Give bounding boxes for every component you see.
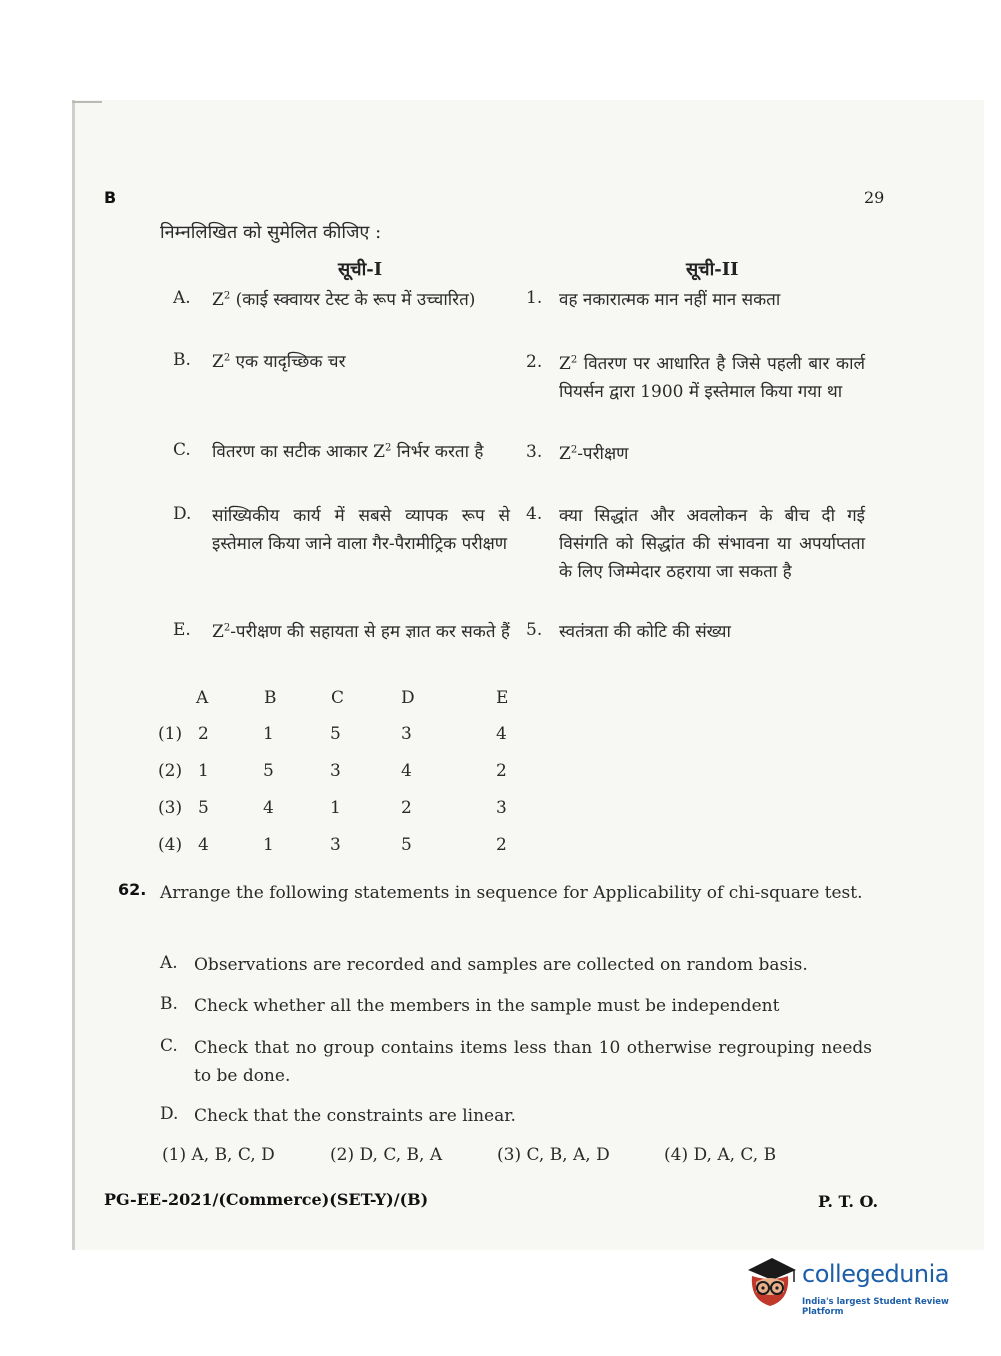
list2-item-label: 4.	[526, 504, 543, 524]
exam-code: PG-EE-2021/(Commerce)(SET-Y)/(B)	[104, 1190, 429, 1209]
option-value: 5	[198, 798, 209, 818]
option-label: (3)	[158, 798, 183, 818]
list2-item-text: क्या सिद्धांत और अवलोकन के बीच दी गई विसंगति को सिद्धांत की संभावना या अपर्याप्तता के लिए जिम्मेदार ठहराया जा सकता है	[559, 506, 865, 582]
list1-item-label: B.	[173, 350, 191, 370]
list1-item-label: C.	[173, 440, 191, 460]
list2-item-text: $Z^2$ वितरण पर आधारित है जिसे पहली बार कार्ल पियर्सन द्वारा 1900 में इस्तेमाल किया गया था	[559, 354, 865, 402]
list1-item-text: $Z^2$ एक यादृच्छिक चर	[212, 352, 346, 372]
option-value: 2	[496, 835, 507, 855]
list1-item-text: सांख्यिकीय कार्य में सबसे व्यापक रूप से इस्तेमाल किया जाने वाला गैर-पैरामीट्रिक परीक्षण	[212, 506, 510, 554]
statement-text: Observations are recorded and samples are collected on random basis.	[194, 955, 808, 975]
collegedunia-logo	[742, 1252, 972, 1318]
option-value: 1	[263, 724, 274, 744]
list2-heading: सूची-II	[686, 259, 739, 280]
pto-marker: P. T. O.	[818, 1192, 879, 1211]
list1-item-label: E.	[173, 620, 191, 640]
options-header-cell: D	[401, 688, 415, 708]
option-value: 3	[330, 835, 341, 855]
option-row[interactable]	[158, 761, 518, 787]
option-value: 5	[401, 835, 412, 855]
option-value: 2	[401, 798, 412, 818]
option-value: 3	[330, 761, 341, 781]
brand-tagline: India's largest Student Review Platform	[802, 1297, 949, 1317]
option-value: 1	[198, 761, 209, 781]
list1-item-text: $Z^2-परीक्षण$ की सहायता से हम ज्ञात कर सकते हैं	[212, 622, 510, 642]
options-header-cell: B	[264, 688, 277, 708]
page-number: 29	[864, 188, 885, 207]
list2-item-label: 2.	[526, 352, 543, 372]
question-number: 62.	[118, 880, 147, 899]
option-value: 3	[496, 798, 507, 818]
list2-item-text: $Z^2-परीक्षण$	[559, 444, 629, 464]
option-label: (1)	[158, 724, 183, 744]
statement-label: C.	[160, 1036, 178, 1056]
statement-text: Check that the constraints are linear.	[194, 1106, 516, 1126]
brand-name: collegedunia	[802, 1260, 950, 1288]
statement-text: Check whether all the members in the sample must be independent	[194, 996, 780, 1016]
option-value: 3	[401, 724, 412, 744]
option-row[interactable]	[158, 724, 518, 750]
list1-item-text: $Z^2$ (काई स्क्वायर टेस्ट के रूप में उच्चारित)	[212, 290, 476, 310]
option-value: 2	[198, 724, 209, 744]
options-header-cell: C	[331, 688, 345, 708]
statement-label: D.	[160, 1104, 179, 1124]
page-corner-mark	[72, 101, 102, 103]
options-header-cell: A	[196, 688, 209, 708]
option-value: 1	[263, 835, 274, 855]
question-text: Arrange the following statements in sequence for Applicability of chi-square test.	[160, 883, 863, 903]
list2-item-label: 3.	[526, 442, 543, 462]
option-row[interactable]	[158, 798, 518, 824]
mascot-icon	[742, 1252, 798, 1314]
statement-text: Check that no group contains items less than 10 otherwise regrouping needs to be done.	[194, 1038, 872, 1086]
statement-label: B.	[160, 994, 178, 1014]
option-value: 5	[263, 761, 274, 781]
page-edge	[72, 100, 75, 1250]
list2-item-label: 5.	[526, 620, 543, 640]
option-value: 4	[496, 724, 507, 744]
option-label: (4)	[158, 835, 183, 855]
set-letter: B	[104, 188, 117, 207]
option-value: 1	[330, 798, 341, 818]
option-value: 4	[263, 798, 274, 818]
answer-option[interactable]: (2) D, C, B, A	[330, 1145, 443, 1165]
answer-option[interactable]: (3) C, B, A, D	[497, 1145, 610, 1165]
answer-option[interactable]: (4) D, A, C, B	[664, 1145, 777, 1165]
option-value: 4	[198, 835, 209, 855]
match-instruction: निम्नलिखित को सुमेलित कीजिए :	[160, 222, 382, 243]
option-value: 2	[496, 761, 507, 781]
list2-item-text: स्वतंत्रता की कोटि की संख्या	[559, 622, 731, 642]
option-label: (2)	[158, 761, 183, 781]
list1-item-label: D.	[173, 504, 192, 524]
list1-item-label: A.	[173, 288, 191, 308]
answer-option[interactable]: (1) A, B, C, D	[162, 1145, 275, 1165]
option-row[interactable]	[158, 835, 518, 861]
options-header-cell: E	[496, 688, 509, 708]
list1-heading: सूची-I	[338, 259, 383, 280]
option-value: 4	[401, 761, 412, 781]
options-header-row	[158, 688, 518, 714]
option-value: 5	[330, 724, 341, 744]
statement-label: A.	[160, 953, 178, 973]
list2-item-label: 1.	[526, 288, 543, 308]
list1-item-text: वितरण का सटीक आकार $Z^2$ निर्भर करता है	[212, 442, 484, 462]
list2-item-text: वह नकारात्मक मान नहीं मान सकता	[559, 290, 781, 310]
